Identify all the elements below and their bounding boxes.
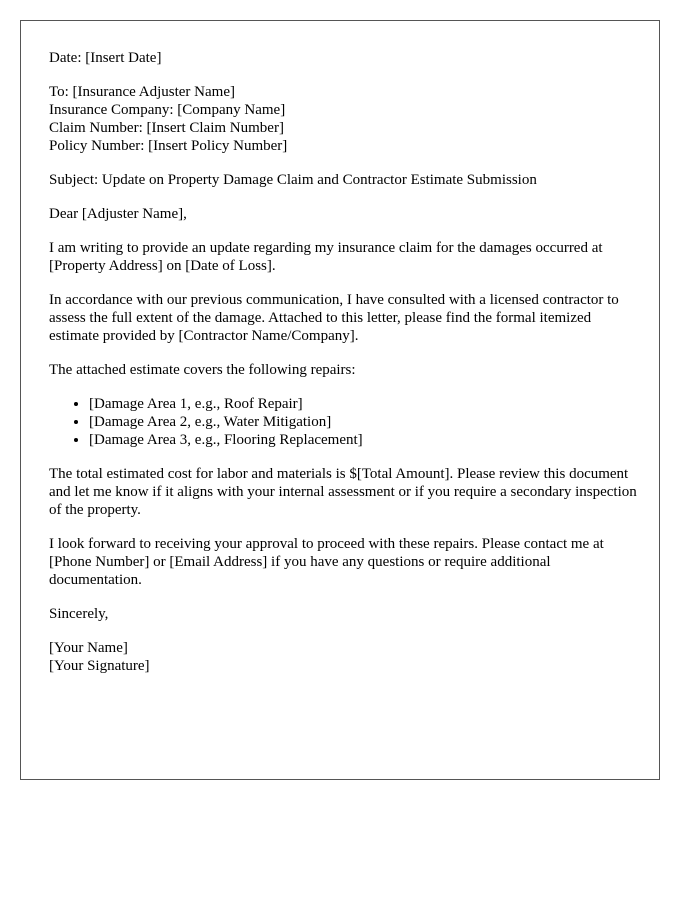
salutation: Dear [Adjuster Name], xyxy=(49,206,187,222)
paragraph-contractor: In accordance with our previous communication, I have consulted with a licensed contractor to assess the full extent of the damage. Attached to this letter, please find the formal itemized estimate provided by [Contractor Name/Company]. xyxy=(49,292,619,344)
closing: Sincerely, xyxy=(49,606,109,622)
sender-signature: [Your Signature] xyxy=(49,658,150,674)
letter-page xyxy=(20,20,660,780)
recipient-block xyxy=(49,83,639,155)
repair-item: • [Damage Area 2, e.g., Water Mitigation] xyxy=(89,413,639,431)
signature-block xyxy=(49,639,639,675)
recipient-to: To: [Insurance Adjuster Name] xyxy=(49,84,235,100)
recipient-company: Insurance Company: [Company Name] xyxy=(49,102,286,118)
letter-body xyxy=(49,49,639,691)
repairs-list xyxy=(49,395,639,449)
repair-item: • [Damage Area 1, e.g., Roof Repair] xyxy=(89,395,639,413)
paragraph-intro: I am writing to provide an update regarding my insurance claim for the damages occurred at [Property Address] on [Date of Loss]. xyxy=(49,240,603,274)
repairs-intro: The attached estimate covers the following repairs: xyxy=(49,362,356,378)
repair-item: • [Damage Area 3, e.g., Flooring Replacement] xyxy=(89,431,639,449)
policy-number: Policy Number: [Insert Policy Number] xyxy=(49,138,288,154)
sender-name: [Your Name] xyxy=(49,640,128,656)
subject-line: Subject: Update on Property Damage Claim and Contractor Estimate Submission xyxy=(49,172,537,188)
paragraph-cost: The total estimated cost for labor and materials is $[Total Amount]. Please review this document and let me know if it aligns with your internal assessment or if you require a secondary inspection of the property. xyxy=(49,466,637,518)
claim-number: Claim Number: [Insert Claim Number] xyxy=(49,120,284,136)
date-line: Date: [Insert Date] xyxy=(49,50,162,66)
paragraph-contact: I look forward to receiving your approval to proceed with these repairs. Please contact me at [Phone Number] or [Email Address] if you have any questions or require additional documentation. xyxy=(49,536,604,588)
